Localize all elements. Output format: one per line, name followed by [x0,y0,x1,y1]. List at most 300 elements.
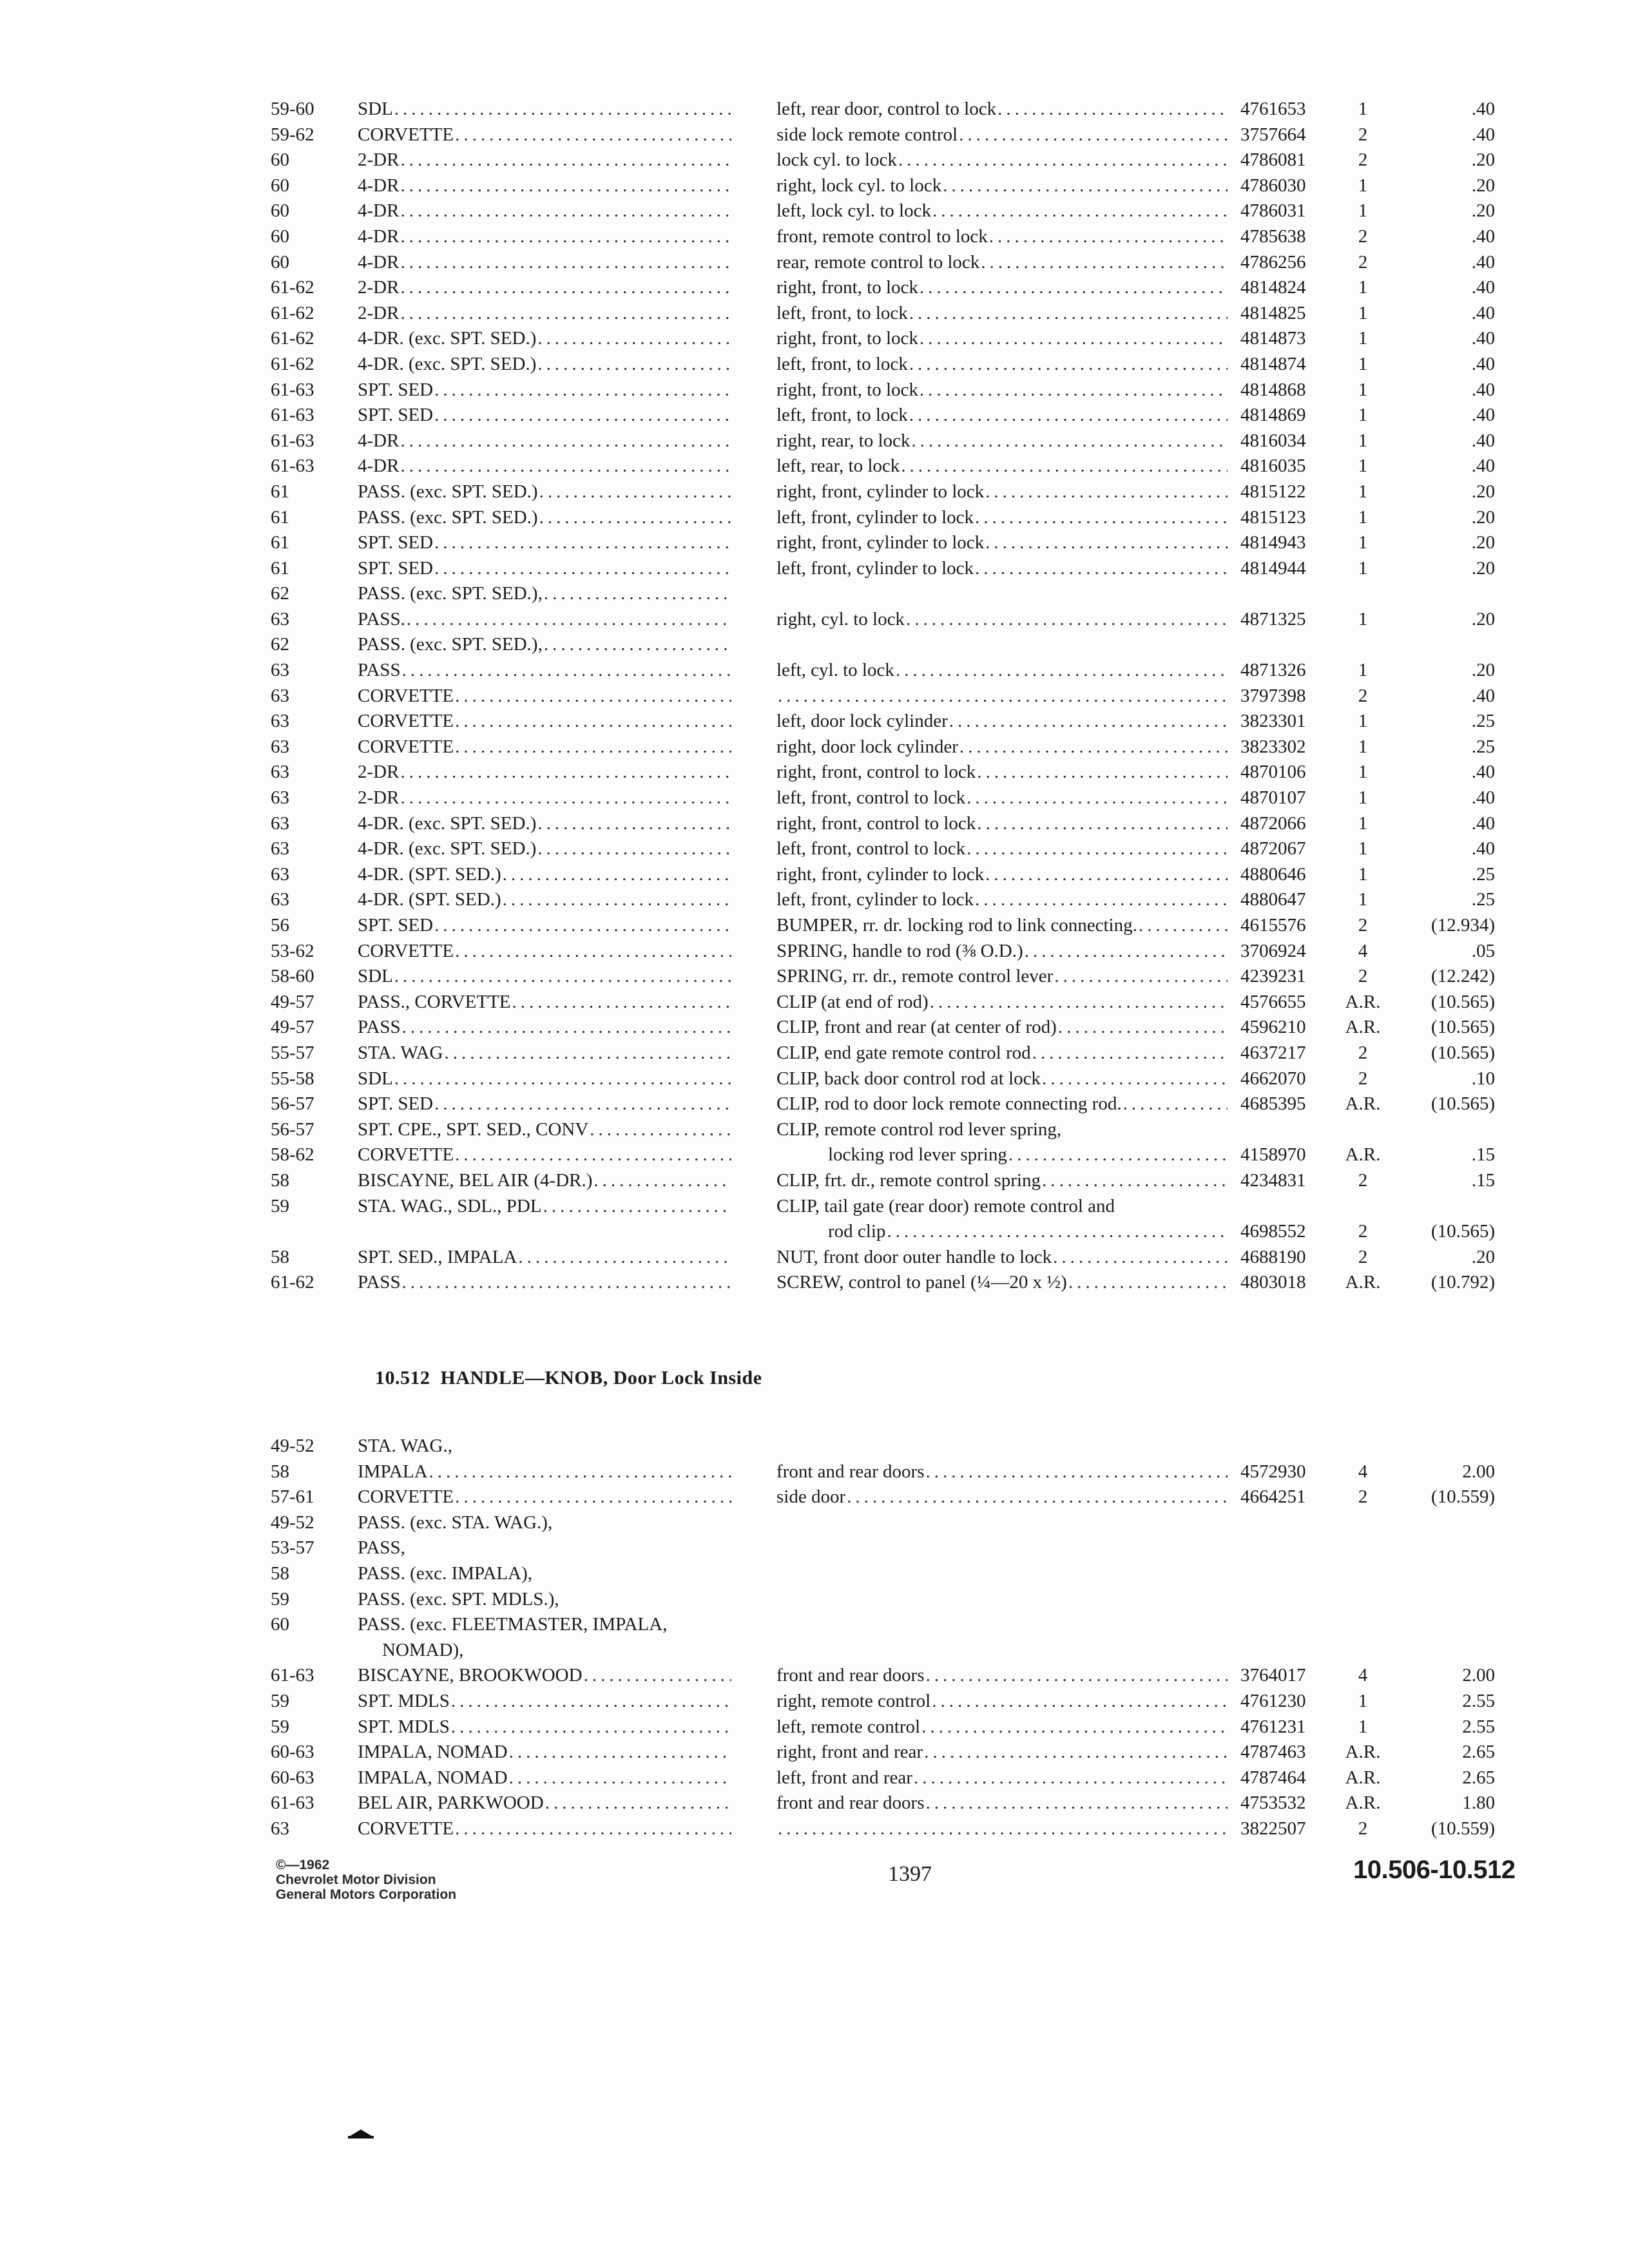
model-cell [358,505,731,531]
year-range: 63 [271,838,289,860]
dot-leader [402,1015,731,1041]
quantity: 2 [1358,1818,1368,1839]
description: right, front, to lock [776,379,918,400]
table-row [271,1740,1495,1765]
model-name: 2-DR [358,149,400,171]
dot-leader [394,964,731,990]
part-name: SCREW, control to panel (¼—20 x ½) [776,1272,1067,1293]
price: .20 [1471,175,1495,196]
model-cell [358,1587,731,1613]
part-name-cell [776,1245,1228,1271]
quantity: 2 [1358,149,1368,171]
model-cell [358,97,731,122]
year-range: 63 [271,736,289,757]
model-name: PASS. (exc. STA. WAG.), [358,1512,553,1533]
model-name: IMPALA [358,1461,428,1482]
year-range: 63 [271,762,289,783]
description-cell [776,811,1228,837]
dot-leader [400,198,731,224]
year-range: 61-62 [271,277,314,298]
part-number: 4787464 [1240,1767,1306,1788]
dot-leader [1032,1041,1228,1066]
description-cell [776,785,1228,811]
part-number: 4685395 [1240,1093,1306,1115]
quantity: 1 [1358,608,1368,629]
dot-leader [455,684,731,709]
table-row [271,709,1495,735]
dot-leader [509,1740,731,1765]
year-range: 61-62 [271,302,314,323]
year-range: 61-63 [271,1665,314,1686]
dot-leader [920,326,1228,352]
dot-leader [975,887,1228,913]
dot-leader [1042,1168,1228,1194]
year-range: 63 [271,1818,289,1839]
dot-leader [400,148,731,173]
dot-leader [543,1194,731,1220]
part-name: NUT, front door outer handle to lock [776,1246,1052,1267]
dot-leader [451,1689,731,1715]
quantity: 1 [1358,302,1368,323]
part-name-cell [776,1270,1228,1296]
description-cell [776,684,1228,709]
dot-leader [545,1791,731,1816]
price: .20 [1471,608,1495,629]
part-name: CLIP, back door control rod at lock [776,1068,1041,1089]
description: left, front, cylinder to lock [776,557,974,579]
dot-leader [932,198,1228,224]
description: right, rear, to lock [776,430,911,451]
model-name: IMPALA, NOMAD [358,1742,508,1763]
price: .40 [1471,685,1495,706]
dot-leader [512,990,731,1015]
price: (10.559) [1431,1486,1495,1508]
part-name-cell [776,1015,1228,1041]
description-cell [776,403,1228,428]
dot-leader [920,275,1228,301]
price: .40 [1471,838,1495,860]
part-number: 4158970 [1240,1144,1306,1166]
part-number: 4615576 [1240,915,1306,936]
quantity: 1 [1358,175,1368,196]
model-cell [358,887,731,913]
dot-leader [434,378,731,403]
table-row [271,658,1495,684]
part-number: 4871326 [1240,660,1306,681]
table-row [271,1245,1495,1271]
quantity: A.R. [1345,1742,1381,1763]
part-number: 4814944 [1240,557,1306,579]
model-name: 4-DR [358,430,400,451]
quantity: 1 [1358,99,1368,119]
part-number: 4871325 [1240,608,1306,629]
dot-leader [444,1041,731,1066]
quantity: 1 [1358,889,1368,910]
description: left, front, to lock [776,405,908,426]
price: (10.565) [1431,1221,1495,1242]
part-name-cell [776,1091,1228,1117]
model-name: 2-DR [358,302,400,323]
dot-leader [1139,913,1228,939]
year-range: 60 [271,149,289,171]
part-name-cell [776,964,1228,990]
year-range: 53-62 [271,940,314,961]
part-name-cell [776,1041,1228,1066]
table-row [271,530,1495,556]
description-cell [776,1765,1228,1791]
table-row [271,1510,1495,1536]
part-name: CLIP, end gate remote control rod [776,1042,1031,1063]
model-name: CORVETTE [358,685,454,706]
model-name: PASS [358,1017,401,1038]
dot-leader [451,1715,731,1740]
part-number: 4761231 [1240,1716,1306,1737]
dot-leader [943,173,1228,199]
price: .40 [1471,405,1495,426]
part-name-cell [776,1194,1228,1220]
quantity: 1 [1358,1690,1368,1711]
dot-leader [898,148,1228,173]
part-number: 4786256 [1240,251,1306,273]
dot-leader [932,1689,1228,1715]
model-cell [358,862,731,888]
year-range: 61-63 [271,430,314,451]
description: front and rear doors [776,1461,925,1482]
year-range: 56 [271,915,289,936]
dot-leader [518,1245,731,1271]
description: left, front, control to lock [776,838,966,860]
part-number: 4572930 [1240,1461,1306,1482]
model-name: SPT. SED., IMPALA [358,1246,517,1267]
dot-leader [926,1791,1228,1816]
year-range: 58-60 [271,966,314,987]
dot-leader [434,913,731,939]
dot-leader [537,811,731,837]
table-row [271,1117,1495,1143]
dot-leader [394,97,731,122]
model-cell [358,811,731,837]
dot-leader [402,658,731,684]
part-number: 4786030 [1240,175,1306,196]
year-range: 61 [271,532,289,553]
dot-leader [896,658,1228,684]
model-cell [358,964,731,990]
year-range: 56-57 [271,1119,314,1140]
description-cell [776,250,1228,276]
part-name-cell [776,1117,1228,1143]
dot-leader [981,250,1228,276]
price: .40 [1471,124,1495,145]
model-name: PASS. (exc. SPT. SED.), [358,583,543,604]
price: .25 [1471,736,1495,757]
part-number: 4596210 [1240,1017,1306,1038]
page-number: 1397 [888,1862,932,1886]
model-cell [358,556,731,582]
year-range: 61 [271,557,289,579]
part-number: 4787463 [1240,1742,1306,1763]
price: .40 [1471,99,1495,119]
dot-leader [503,862,731,888]
year-range: 61-63 [271,379,314,400]
part-number: 4880646 [1240,863,1306,885]
table-row [271,326,1495,352]
model-cell [358,122,731,148]
table-row [271,735,1495,760]
description-cell [776,735,1228,760]
description: front and rear doors [776,1665,925,1686]
part-name: SPRING, handle to rod (⅜ O.D.) [776,940,1023,961]
year-range: 59 [271,1690,289,1711]
dot-leader [400,454,731,479]
quantity: 2 [1358,1246,1368,1267]
model-name: 2-DR [358,277,400,298]
price: .20 [1471,200,1495,222]
part-number: 4761653 [1240,99,1306,119]
table-row [271,964,1495,990]
table-row [271,862,1495,888]
table-row [271,684,1495,709]
quantity: 2 [1358,1221,1368,1242]
year-range: 60 [271,200,289,222]
table-row [271,1791,1495,1816]
dot-leader [1054,964,1228,990]
description-cell [776,836,1228,862]
year-range: 61-62 [271,328,314,349]
model-name: 4-DR. (SPT. SED.) [358,889,501,910]
table-row [271,275,1495,301]
description-cell [776,1142,1228,1168]
model-cell [358,326,731,352]
dot-leader [400,301,731,327]
quantity: 2 [1358,1068,1368,1089]
table-row [271,224,1495,250]
quantity: 2 [1358,966,1368,987]
description-cell [776,1791,1228,1816]
price: .25 [1471,889,1495,910]
table-row [271,403,1495,428]
part-name: SPRING, rr. dr., remote control lever [776,966,1054,987]
model-cell [358,403,731,428]
year-range: 61 [271,506,289,528]
year-range: 62 [271,583,289,604]
model-cell [358,1561,731,1587]
table-row [271,1219,1495,1245]
copyright-line: General Motors Corporation [276,1887,457,1902]
table-row [271,1765,1495,1791]
description: left, rear, to lock [776,456,900,477]
table-row [271,1638,1495,1664]
model-cell [358,224,731,250]
part-number: 3822507 [1240,1818,1306,1839]
description: left, door lock cylinder [776,711,948,732]
model-cell [358,1715,731,1740]
year-range: 58 [271,1246,289,1267]
description-cell [776,760,1228,785]
dot-leader [400,224,731,250]
table-row [271,1715,1495,1740]
quantity: 1 [1358,200,1368,222]
part-number: 4662070 [1240,1068,1306,1089]
model-name: CORVETTE [358,940,454,961]
year-range: 61-62 [271,1272,314,1293]
year-range: 61 [271,481,289,502]
model-name: CORVETTE [358,736,454,757]
model-name: SDL [358,1068,393,1089]
part-name-cell [776,1168,1228,1194]
quantity: 1 [1358,838,1368,860]
dot-leader [959,122,1228,148]
price: (10.565) [1431,991,1495,1012]
model-name: SPT. CPE., SPT. SED., CONV [358,1119,589,1140]
table-row [271,1561,1495,1587]
part-number: 3823301 [1240,711,1306,732]
model-cell [358,684,731,709]
copyright-line: Chevrolet Motor Division [276,1872,436,1887]
dot-leader [544,632,731,658]
part-name-cell [776,990,1228,1015]
description-cell [776,454,1228,479]
dot-leader [455,735,731,760]
part-number: 4814943 [1240,532,1306,553]
model-name: SDL [358,99,393,119]
model-name: CORVETTE [358,1818,454,1839]
dot-leader [989,224,1228,250]
description-cell [776,1219,1228,1245]
table-row [271,1663,1495,1689]
part-number: 4786081 [1240,149,1306,171]
description: right, front, cylinder to lock [776,481,985,502]
dot-leader [1025,939,1228,965]
model-name: CORVETTE [358,711,454,732]
year-range: 59 [271,1195,289,1216]
price: 2.00 [1462,1461,1495,1482]
model-cell [358,1270,731,1296]
dot-leader [847,1485,1228,1510]
table-row [271,811,1495,837]
table-row [271,1168,1495,1194]
price: .15 [1471,1169,1495,1191]
description-cell [776,352,1228,378]
quantity: 1 [1358,863,1368,885]
model-name: BEL AIR, PARKWOOD [358,1792,544,1814]
year-range: 61-63 [271,1792,314,1814]
description: left, remote control [776,1716,921,1737]
year-range: 58 [271,1562,289,1584]
quantity: 1 [1358,711,1368,732]
description-cell [776,862,1228,888]
table-row [271,301,1495,327]
quantity: A.R. [1345,1144,1381,1166]
model-name: SDL [358,966,393,987]
model-cell [358,735,731,760]
model-name: BISCAYNE, BEL AIR (4-DR.) [358,1169,593,1191]
description: right, lock cyl. to lock [776,175,942,196]
part-number: 3797398 [1240,685,1306,706]
table-row [271,1587,1495,1613]
description: right, cyl. to lock [776,608,905,629]
year-range: 63 [271,863,289,885]
part-number: 4664251 [1240,1486,1306,1508]
quantity: A.R. [1345,1792,1381,1814]
quantity: 1 [1358,736,1368,757]
model-name: PASS. (exc. IMPALA), [358,1562,532,1584]
model-name: PASS. (exc. SPT. SED.) [358,506,538,528]
description: front and rear doors [776,1792,925,1814]
dot-leader [455,1816,731,1842]
part-number: 4239231 [1240,966,1306,987]
table-row [271,939,1495,965]
model-name: BISCAYNE, BROOKWOOD [358,1665,583,1686]
description: left, front, to lock [776,353,908,374]
part-name: CLIP, tail gate (rear door) remote control and [776,1195,1115,1216]
model-name: SPT. SED [358,532,434,553]
dot-leader [593,1168,731,1194]
year-range: 60 [271,251,289,273]
dot-leader [434,1091,731,1117]
year-range: 63 [271,660,289,681]
model-cell [358,1015,731,1041]
model-cell [358,1638,756,1664]
part-number: 4814825 [1240,302,1306,323]
price: .40 [1471,277,1495,298]
model-name: PASS. [358,608,405,629]
price: .40 [1471,430,1495,451]
dot-leader [985,530,1228,556]
description: left, rear door, control to lock [776,99,997,119]
part-number: 4815123 [1240,506,1306,528]
description-cell [776,1459,1228,1485]
quantity: 1 [1358,812,1368,834]
dot-leader [400,275,731,301]
quantity: 4 [1358,1665,1368,1686]
model-name: SPT. SED [358,379,434,400]
table-row [271,1041,1495,1066]
dot-leader [975,505,1228,531]
year-range: 59 [271,1716,289,1737]
model-name: 4-DR [358,200,400,222]
dot-leader [778,684,1228,709]
model-cell [358,1459,731,1485]
dot-leader [959,735,1228,760]
price: .10 [1471,1068,1495,1089]
price: 2.65 [1462,1742,1495,1763]
price: (10.565) [1431,1042,1495,1063]
price: 2.65 [1462,1767,1495,1788]
price: .15 [1471,1144,1495,1166]
part-name: CLIP (at end of rod) [776,991,929,1012]
model-name: PASS., CORVETTE [358,991,511,1012]
description: right, front, cylinder to lock [776,863,985,885]
quantity: 1 [1358,430,1368,451]
quantity: 1 [1358,660,1368,681]
table-row [271,913,1495,939]
dot-leader [434,403,731,428]
year-range: 60-63 [271,1767,314,1788]
model-cell [358,1689,731,1715]
model-cell [358,658,731,684]
year-range: 61-63 [271,456,314,477]
price: .40 [1471,787,1495,809]
price: (10.565) [1431,1017,1495,1038]
table-row [271,556,1495,582]
part-name-cell [776,913,1228,939]
part-name: CLIP, frt. dr., remote control spring [776,1169,1041,1191]
quantity: 1 [1358,456,1368,477]
model-cell [358,428,731,454]
model-name: SPT. SED [358,557,434,579]
price: 1.80 [1462,1792,1495,1814]
table-row [271,632,1495,658]
